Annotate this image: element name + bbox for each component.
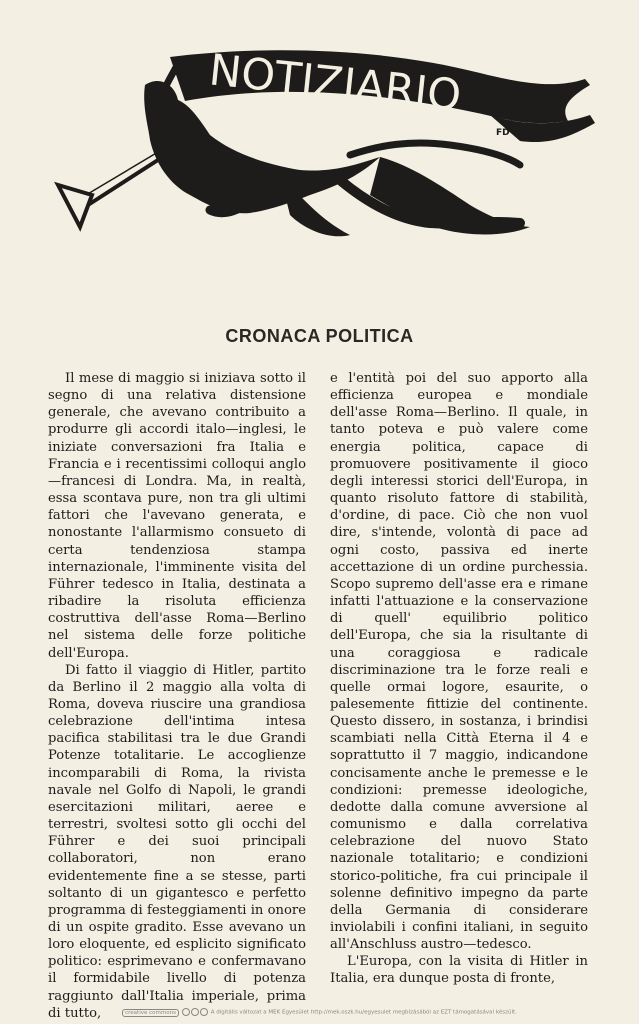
article-left-column [48, 370, 306, 1022]
cc-nd-icon [200, 1008, 208, 1016]
section-title: CRONACA POLITICA [225, 326, 414, 346]
paragraph-2-continued: e l'entità poi del suo apporto alla efficienza europea e mondiale dell'asse Roma—Berlino. Il quale, in tanto poteva e può valere come energia politica, capace di promuovere positivamente il gioco degli interessi storici dell'Europa, in quanto risoluto fattore di stabilità, d'ordine, di pace. Ciò che non vuol dire, s'intende, volontà di pace ad ogni costo, passiva ed inerte accettazione di un ordine purchessia. Scopo supremo dell'asse era e rimane infatti l'attuazione e la conservazione di quell' equilibrio politico dell'Europa, che sia la risultante di una coraggiosa e radicale discriminazione tra le forze reali e quelle ormai logore, esaurite, o palesemente fittizie del continente. Questo dissero, in sostanza, i brindisi scambiati nella Città Eterna il 4 e soprattutto il 7 maggio, indicandone concisamente anche le premesse e le condizioni: premesse ideologiche, dedotte dalla comune avversione al comunismo e dalla correlativa celebrazione del nuovo Stato nazionale totalitario; e condizioni storico-politiche, fra cui principale il solenne definitivo impegno da parte della Germania di considerare inviolabili i confini italiani, in seguito all'Anschluss austro—tedesco. [330, 371, 588, 953]
paragraph-2: Di fatto il viaggio di Hitler, partito da Berlino il 2 maggio alla volta di Roma, doveva riuscire una grandiosa celebrazione dell'intima intesa pacifica stabilitasi tra le due Grandi Potenze totalitarie. Le accoglienze incomparabili di Roma, la rivista navale nel Golfo di Napoli, le grandi esercitazioni militari, aeree e terrestri, svoltesi sotto gli occhi del Führer e dei suoi principali collaboratori, non erano evidentemente fine a se stesse, parti soltanto di un gigantesco e perfetto programma di festeggiamenti in onore di un ospite gradito. Esse avevano un loro eloquente, ed esplicito significato politico: esprimevano e confermavano il formidabile livello di potenza raggiunto dall'Italia imperiale, prima di tutto, [48, 662, 306, 1021]
cc-by-icon [182, 1008, 190, 1016]
paragraph-1: Il mese di maggio si iniziava sotto il segno di una relativa distensione generale, che avevano contribuito a produrre gli accordi italo—inglesi, le iniziate conversazioni fra Italia e Francia e i recentissimi colloqui anglo—francesi di Londra. Ma, in realtà, essa scontava pure, non tra gli ultimi fattori che l'avevano generata, e nonostante l'allarmismo consueto di certa tendenziosa stampa internazionale, l'imminente visita del Führer tedesco in Italia, destinata a ribadire la risoluta efficienza costruttiva dell'asse Roma—Berlino nel sistema delle forze politiche dell'Europa. [48, 371, 306, 661]
artist-initials: FD [496, 128, 510, 138]
masthead [50, 45, 595, 245]
herald-with-trumpet-icon [50, 45, 595, 245]
footer-text: A digitális változat a MEK Egyesület http://mek.oszk.hu/egyesulet megbízásából az EZT támogatásával készült. [210, 1009, 517, 1016]
article-right-column [330, 370, 588, 988]
banner-title: NOTIZIARIO [206, 45, 464, 122]
cc-nc-icon [191, 1008, 199, 1016]
license-footer [0, 1008, 639, 1017]
paragraph-3: L'Europa, con la visita di Hitler in Italia, era dunque posta di fronte, [330, 954, 588, 987]
creative-commons-badge: creative commons [122, 1009, 179, 1017]
